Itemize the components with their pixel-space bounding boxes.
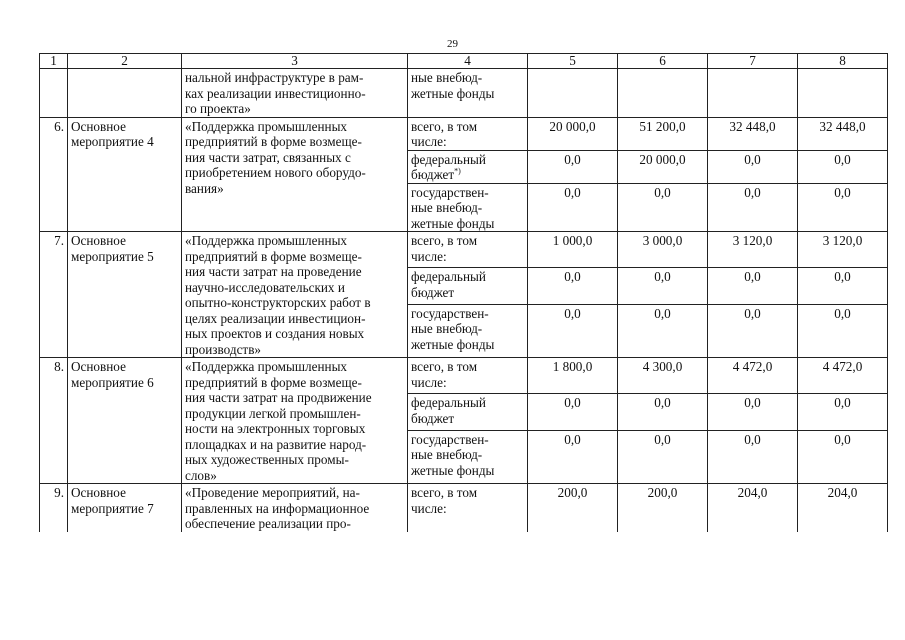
funding-source: федеральный бюджет — [408, 394, 528, 430]
value-cell: 32 448,0 — [798, 117, 888, 150]
value-cell: 200,0 — [618, 484, 708, 532]
footnote-mark: *) — [454, 166, 461, 176]
funding-source: всего, в том числе: — [408, 484, 528, 532]
funding-source: всего, в том числе: — [408, 117, 528, 150]
funding-source: государствен- ные внебюд- жетные фонды — [408, 304, 528, 357]
value-cell: 4 300,0 — [618, 358, 708, 394]
value-cell: 1 000,0 — [528, 232, 618, 268]
event-description: нальной инфраструктуре в рам- ках реализации инвестиционно- го проекта» — [182, 69, 408, 118]
value-cell: 204,0 — [708, 484, 798, 532]
value-cell: 51 200,0 — [618, 117, 708, 150]
value-cell: 200,0 — [528, 484, 618, 532]
cell-empty — [40, 69, 68, 118]
row-number: 8. — [40, 358, 68, 484]
value-cell: 0,0 — [798, 394, 888, 430]
cell-empty — [528, 69, 618, 118]
cell-empty — [68, 69, 182, 118]
funding-source: государствен- ные внебюд- жетные фонды — [408, 183, 528, 232]
value-cell: 0,0 — [798, 150, 888, 183]
event-description: «Поддержка промышленных предприятий в форме возмеще- ния части затрат на проведение научно-исследовательских и опытно-конструкторских работ в целях реализации инвестицион- ных проектов и создания новых производств» — [182, 232, 408, 358]
event-name: Основное мероприятие 7 — [68, 484, 182, 532]
funding-source: государствен- ные внебюд- жетные фонды — [408, 430, 528, 483]
column-header-4: 4 — [408, 54, 528, 69]
value-cell: 0,0 — [798, 183, 888, 232]
table-row — [40, 358, 888, 394]
value-cell: 0,0 — [618, 268, 708, 304]
value-cell: 0,0 — [708, 304, 798, 357]
value-cell: 1 800,0 — [528, 358, 618, 394]
funding-source: федеральный бюджет — [408, 268, 528, 304]
funding-source: ные внебюд- жетные фонды — [408, 69, 528, 118]
value-cell: 0,0 — [528, 150, 618, 183]
event-name: Основное мероприятие 5 — [68, 232, 182, 358]
value-cell: 3 000,0 — [618, 232, 708, 268]
column-header-2: 2 — [68, 54, 182, 69]
value-cell: 0,0 — [528, 430, 618, 483]
value-cell: 0,0 — [708, 183, 798, 232]
table-row — [40, 232, 888, 268]
row-number: 7. — [40, 232, 68, 358]
column-header-7: 7 — [708, 54, 798, 69]
budget-table — [39, 53, 888, 532]
funding-source — [408, 150, 528, 183]
table-row-continued — [40, 69, 888, 118]
column-header-8: 8 — [798, 54, 888, 69]
column-header-3: 3 — [182, 54, 408, 69]
value-cell: 3 120,0 — [708, 232, 798, 268]
value-cell: 0,0 — [528, 394, 618, 430]
row-number: 6. — [40, 117, 68, 232]
event-description: «Поддержка промышленных предприятий в форме возмеще- ния части затрат на продвижение продукции легкой промышлен- ности на электронных торговых площадках и на развитие народ- ных художественных промы- слов» — [182, 358, 408, 484]
value-cell: 20 000,0 — [528, 117, 618, 150]
value-cell: 0,0 — [708, 268, 798, 304]
value-cell: 0,0 — [708, 394, 798, 430]
value-cell: 0,0 — [528, 268, 618, 304]
value-cell: 0,0 — [618, 183, 708, 232]
cell-empty — [798, 69, 888, 118]
value-cell: 0,0 — [618, 394, 708, 430]
funding-source: всего, в том числе: — [408, 358, 528, 394]
value-cell: 0,0 — [618, 304, 708, 357]
value-cell: 32 448,0 — [708, 117, 798, 150]
value-cell: 0,0 — [708, 430, 798, 483]
column-header-1: 1 — [40, 54, 68, 69]
value-cell: 0,0 — [798, 430, 888, 483]
page-number: 29 — [447, 38, 458, 50]
header-row — [40, 54, 888, 69]
value-cell: 0,0 — [708, 150, 798, 183]
value-cell: 0,0 — [528, 183, 618, 232]
value-cell: 0,0 — [618, 430, 708, 483]
column-header-5: 5 — [528, 54, 618, 69]
value-cell: 3 120,0 — [798, 232, 888, 268]
event-description: «Поддержка промышленных предприятий в форме возмеще- ния части затрат, связанных с приобретением нового оборудо- вания» — [182, 117, 408, 232]
value-cell: 0,0 — [798, 304, 888, 357]
table-row — [40, 117, 888, 150]
funding-source: всего, в том числе: — [408, 232, 528, 268]
event-name: Основное мероприятие 4 — [68, 117, 182, 232]
value-cell: 4 472,0 — [798, 358, 888, 394]
value-cell: 4 472,0 — [708, 358, 798, 394]
value-cell: 0,0 — [528, 304, 618, 357]
event-description: «Проведение мероприятий, на- правленных на информационное обеспечение реализации про- — [182, 484, 408, 532]
value-cell: 20 000,0 — [618, 150, 708, 183]
event-name: Основное мероприятие 6 — [68, 358, 182, 484]
funding-source-label: федеральный бюджет — [411, 151, 486, 182]
value-cell: 0,0 — [798, 268, 888, 304]
cell-empty — [708, 69, 798, 118]
table-row — [40, 484, 888, 532]
row-number: 9. — [40, 484, 68, 532]
column-header-6: 6 — [618, 54, 708, 69]
cell-empty — [618, 69, 708, 118]
value-cell: 204,0 — [798, 484, 888, 532]
